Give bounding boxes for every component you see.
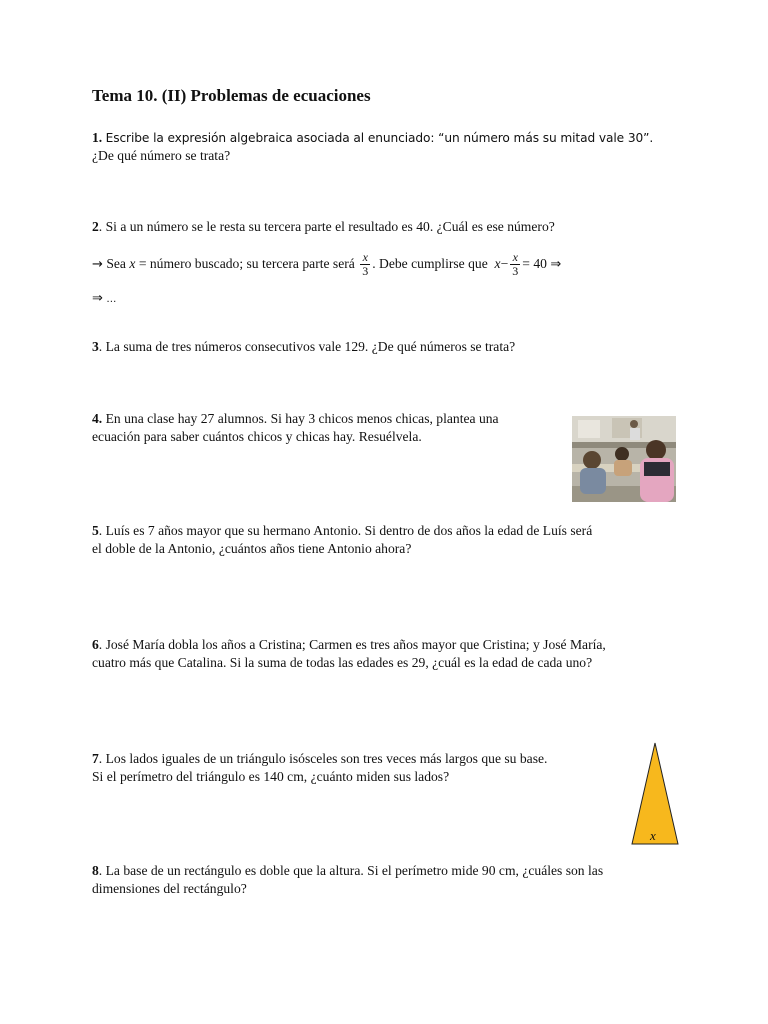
problem-4-line-2: ecuación para saber cuántos chicos y chicas hay. Resuélvela. (92, 429, 422, 444)
problem-7-line-2: Si el perímetro del triángulo es 140 cm, ¿cuánto miden sus lados? (92, 769, 450, 784)
isosceles-triangle (630, 742, 680, 846)
problem-5 (92, 521, 592, 541)
problem-2 (92, 217, 555, 237)
problem-1 (92, 128, 653, 148)
ellipsis: … (106, 294, 117, 305)
hint-text: . Debe cumplirse que (372, 256, 488, 271)
fraction-denominator: 3 (512, 264, 519, 279)
problem-text: . Los lados iguales de un triángulo isósceles son tres veces más largos que su base. (98, 751, 548, 766)
problem-2-hint (92, 251, 561, 278)
fraction-numerator: x (360, 251, 370, 265)
implies-icon: ⇒ (92, 291, 103, 306)
problem-number: 4. (92, 411, 103, 426)
page-title: Tema 10. (II) Problemas de ecuaciones (92, 86, 371, 105)
problem-6 (92, 635, 606, 655)
fraction (510, 251, 520, 278)
problem-text: . Luís es 7 años mayor que su hermano Antonio. Si dentro de dos años la edad de Luís será (98, 523, 593, 538)
fraction (360, 251, 370, 278)
triangle-base-label: x (650, 828, 656, 843)
classroom-photo-image (572, 416, 676, 502)
problem-5-line-2: el doble de la Antonio, ¿cuántos años tiene Antonio ahora? (92, 541, 412, 556)
problem-8 (92, 861, 603, 881)
problem-number: 8 (92, 863, 99, 878)
problem-text: En una clase hay 27 alumnos. Si hay 3 chicos menos chicas, plantea una (102, 411, 499, 426)
problem-text: . Si a un número se le resta su tercera parte el resultado es 40. ¿Cuál es ese número? (98, 219, 555, 234)
variable: x (494, 256, 501, 271)
fraction-denominator: 3 (362, 264, 369, 279)
problem-1-line-2: ¿De qué número se trata? (92, 148, 231, 163)
minus-sign: − (500, 256, 509, 271)
problem-text: . La base de un rectángulo es doble que la altura. Si el perímetro mide 90 cm, ¿cuáles son las (98, 863, 604, 878)
right-arrow-icon: → (92, 257, 103, 272)
problem-number: 7 (92, 751, 99, 766)
hint-text: = número buscado; su tercera parte será (138, 256, 355, 271)
problem-7 (92, 749, 547, 769)
implies-icon: ⇒ (550, 257, 562, 272)
problem-text: . La suma de tres números consecutivos vale 129. ¿De qué números se trata? (98, 339, 516, 354)
classroom-photo (572, 416, 676, 502)
problem-number: 5 (92, 523, 99, 538)
fraction-numerator: x (510, 251, 520, 265)
problem-4 (92, 409, 499, 429)
triangle-figure (630, 742, 680, 846)
problem-8-line-2: dimensiones del rectángulo? (92, 881, 247, 896)
problem-2-continuation (92, 288, 116, 310)
problem-text: . José María dobla los años a Cristina; Carmen es tres años mayor que Cristina; y José María, (98, 637, 606, 652)
problem-3 (92, 337, 515, 357)
variable: x (129, 256, 136, 271)
problem-text: Escribe la expresión algebraica asociada al enunciado: “un número más su mitad vale 30”. (105, 131, 654, 145)
hint-text: Sea (106, 256, 126, 271)
problem-number: 3 (92, 339, 99, 354)
problem-number: 2 (92, 219, 99, 234)
equation-rhs: = 40 (522, 256, 547, 271)
problem-6-line-2: cuatro más que Catalina. Si la suma de todas las edades es 29, ¿cuál es la edad de cada uno? (92, 655, 593, 670)
problem-number: 6 (92, 637, 99, 652)
problem-number: 1. (92, 130, 103, 145)
